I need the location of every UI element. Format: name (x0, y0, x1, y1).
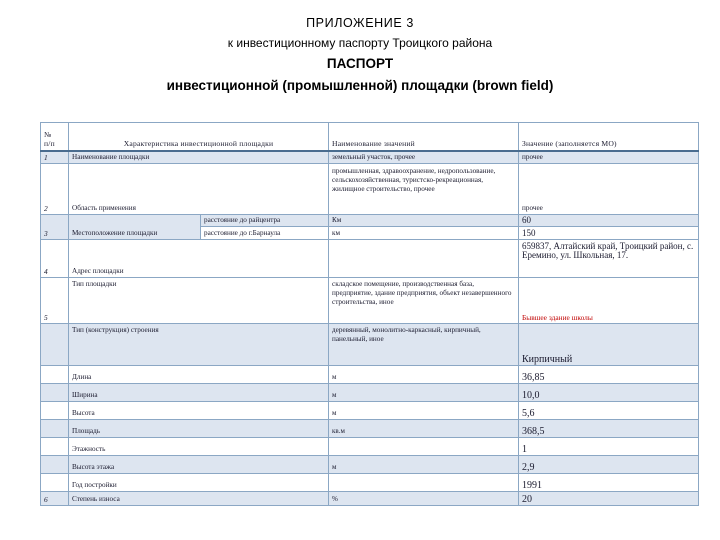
row-value: 368,5 (519, 419, 699, 437)
col-header-characteristic: Характеристика инвестиционной площадки (69, 123, 329, 151)
row-value: 2,9 (519, 455, 699, 473)
table-row (41, 214, 699, 226)
row-value-name: % (329, 491, 519, 505)
row-number (41, 473, 69, 491)
row-value: прочее (519, 163, 699, 214)
row-value-name: м (329, 455, 519, 473)
row-value-name: м (329, 365, 519, 383)
row-characteristic: Ширина (69, 383, 329, 401)
row-value: 5,6 (519, 401, 699, 419)
row-characteristic: Этажность (69, 437, 329, 455)
row-number: 3 (41, 214, 69, 239)
row-value: 659837, Алтайский край, Троицкий район, с. Еремино, ул. Школьная, 17. (519, 239, 699, 277)
row-characteristic: Высота этажа (69, 455, 329, 473)
row-value: Бывшее здание школы (519, 277, 699, 323)
row-value-name: кв.м (329, 419, 519, 437)
row-number (41, 401, 69, 419)
row-value-name (329, 239, 519, 277)
document-heading (0, 14, 720, 98)
passport-table (40, 122, 699, 506)
table-row (41, 437, 699, 455)
row-number (41, 323, 69, 365)
row-value: 1991 (519, 473, 699, 491)
row-number (41, 383, 69, 401)
col-header-value: Значение (заполняется МО) (519, 123, 699, 151)
row-characteristic: Длина (69, 365, 329, 383)
row-characteristic: Наименование площадки (69, 151, 329, 164)
col-header-number-line1: № (44, 130, 52, 140)
row-value: 1 (519, 437, 699, 455)
row-characteristic: Высота (69, 401, 329, 419)
heading-appendix: ПРИЛОЖЕНИЕ 3 (306, 16, 414, 30)
table-row (41, 151, 699, 164)
table-row (41, 455, 699, 473)
row-number (41, 455, 69, 473)
heading-main-title: инвестиционной (промышленной) площадки (brown field) (166, 78, 554, 93)
row-number (41, 437, 69, 455)
col-header-number-line2: п/п (44, 139, 55, 149)
row-number: 2 (41, 163, 69, 214)
row-characteristic: Степень износа (69, 491, 329, 505)
row-value-name: деревянный, монолитно-каркасный, кирпичный, панельный, иное (329, 323, 519, 365)
row-number (41, 419, 69, 437)
row-value-name: м (329, 401, 519, 419)
table-row (41, 473, 699, 491)
row-value: 150 (519, 226, 699, 239)
row-value-name: м (329, 383, 519, 401)
row-value: 20 (519, 491, 699, 505)
row-characteristic: Тип (конструкция) строения (69, 323, 329, 365)
row-value-name: земельный участок, прочее (329, 151, 519, 164)
heading-subtitle: к инвестиционному паспорту Троицкого района (227, 36, 493, 50)
row-value: 10,0 (519, 383, 699, 401)
row-number (41, 365, 69, 383)
row-value-name (329, 473, 519, 491)
row-number: 6 (41, 491, 69, 505)
row-value: прочее (519, 151, 699, 164)
row-characteristic: Год постройки (69, 473, 329, 491)
row-value: 36,85 (519, 365, 699, 383)
table-row (41, 419, 699, 437)
row-characteristic: Площадь (69, 419, 329, 437)
row-subcharacteristic: расстояние до г.Барнаула (201, 226, 329, 239)
row-number: 4 (41, 239, 69, 277)
table-row (41, 277, 699, 323)
table-row (41, 365, 699, 383)
table-row (41, 401, 699, 419)
table-row (41, 163, 699, 214)
row-value-name (329, 437, 519, 455)
row-subcharacteristic: расстояние до райцентра (201, 214, 329, 226)
table-header-row (41, 123, 699, 151)
table-row (41, 383, 699, 401)
row-value-name: Км (329, 214, 519, 226)
row-value-name: км (329, 226, 519, 239)
row-value-name: промышленная, здравоохранение, недропользование, сельскохозяйственная, туристско-рекреационная, жилищное строительство, прочее (329, 163, 519, 214)
row-characteristic: Местоположение площадки (69, 214, 201, 239)
table-row (41, 323, 699, 365)
table-row (41, 491, 699, 505)
row-characteristic: Адрес площадки (69, 239, 329, 277)
passport-table-wrapper (40, 122, 698, 506)
row-value: 60 (519, 214, 699, 226)
row-number: 5 (41, 277, 69, 323)
col-header-value-name: Наименование значений (329, 123, 519, 151)
row-value-name: складское помещение, производственная база, предприятие, здание предприятия, объект незавершенного строительства, иное (329, 277, 519, 323)
row-characteristic: Область применения (69, 163, 329, 214)
row-value: Кирпичный (519, 323, 699, 365)
row-characteristic: Тип площадки (69, 277, 329, 323)
heading-passport: ПАСПОРТ (326, 56, 394, 71)
table-row (41, 239, 699, 277)
col-header-number (41, 123, 69, 151)
row-number: 1 (41, 151, 69, 164)
